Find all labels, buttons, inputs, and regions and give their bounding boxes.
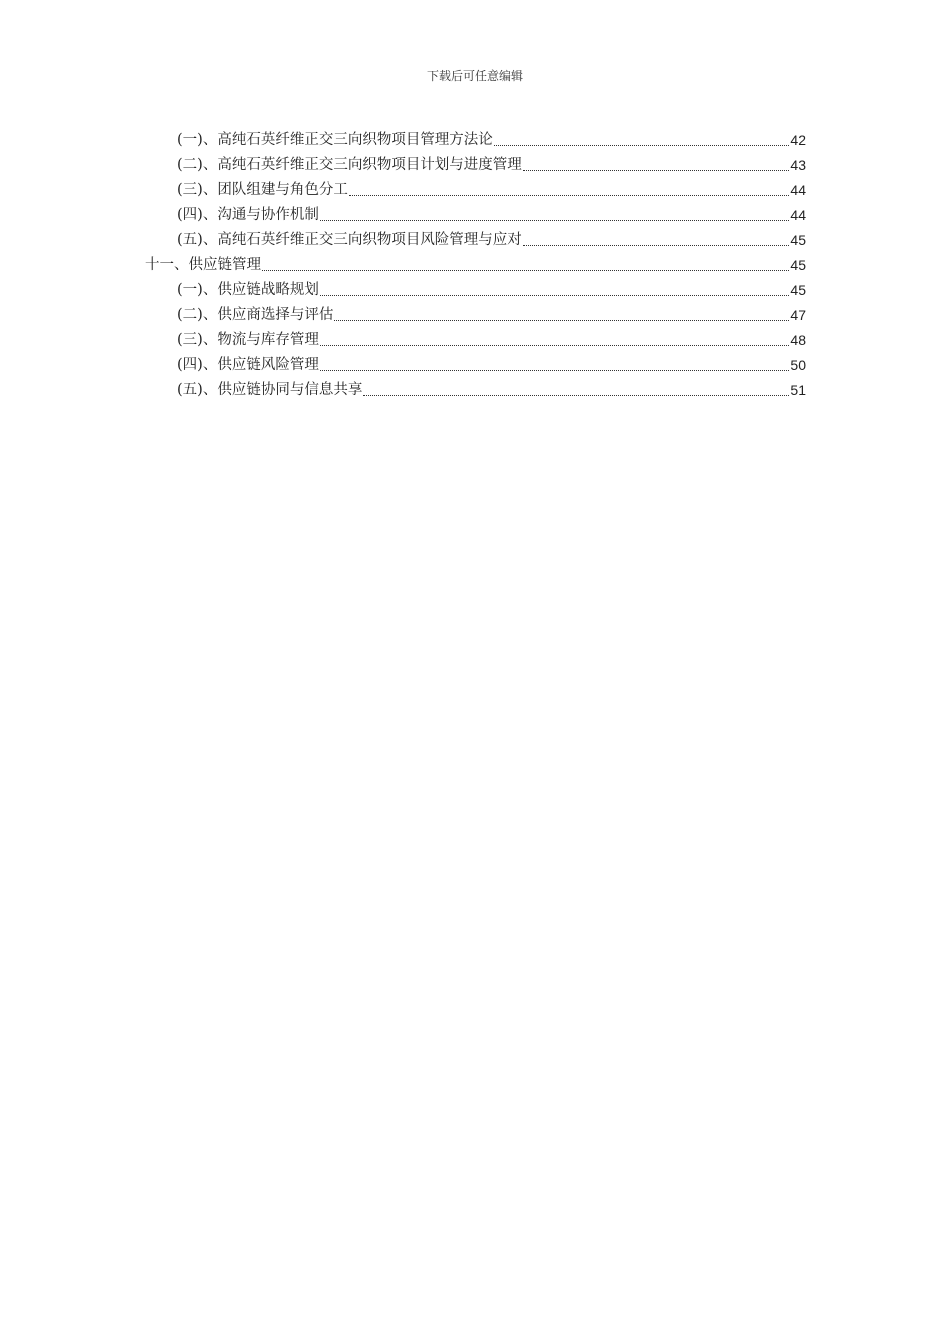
toc-entry-label: (二)、供应商选择与评估 <box>177 307 334 323</box>
toc-chapter-entry[interactable] <box>145 250 806 275</box>
toc-dot-leader <box>320 345 790 346</box>
toc-entry-label: (二)、高纯石英纤维正交三向织物项目计划与进度管理 <box>177 157 522 173</box>
toc-entry[interactable] <box>177 175 806 200</box>
toc-entry-label: 十一、供应链管理 <box>145 257 261 273</box>
toc-entry[interactable] <box>177 150 806 175</box>
toc-entry[interactable] <box>177 125 806 150</box>
toc-entry[interactable] <box>177 225 806 250</box>
toc-page-number: 47 <box>790 307 806 323</box>
toc-dot-leader <box>523 170 790 171</box>
page-header: 下载后可任意编辑 <box>426 69 523 83</box>
toc-page-number: 43 <box>790 157 806 173</box>
toc-dot-leader <box>320 220 790 221</box>
toc-entry-label: (一)、高纯石英纤维正交三向织物项目管理方法论 <box>177 132 493 148</box>
toc-page-number: 51 <box>790 382 806 398</box>
toc-page-number: 50 <box>790 357 806 373</box>
toc-entry[interactable] <box>177 350 806 375</box>
toc-entry[interactable] <box>177 325 806 350</box>
toc-page-number: 44 <box>790 182 806 198</box>
toc-entry-label: (四)、供应链风险管理 <box>177 357 319 373</box>
toc-entry-label: (三)、团队组建与角色分工 <box>177 182 348 198</box>
toc-dot-leader <box>262 270 789 271</box>
toc-page-number: 44 <box>790 207 806 223</box>
toc-entry-label: (一)、供应链战略规划 <box>177 282 319 298</box>
toc-entry[interactable] <box>177 300 806 325</box>
toc-page-number: 42 <box>790 132 806 148</box>
toc-dot-leader <box>334 320 789 321</box>
toc-dot-leader <box>349 195 790 196</box>
toc-page-number: 45 <box>790 257 806 273</box>
toc-entry-label: (三)、物流与库存管理 <box>177 332 319 348</box>
toc-page-number: 45 <box>790 232 806 248</box>
toc-entry[interactable] <box>177 375 806 400</box>
toc-dot-leader <box>494 145 790 146</box>
toc-page-number: 48 <box>790 332 806 348</box>
toc-entry-label: (五)、供应链协同与信息共享 <box>177 382 363 398</box>
toc-dot-leader <box>523 245 790 246</box>
toc-page-number: 45 <box>790 282 806 298</box>
toc-entry[interactable] <box>177 275 806 300</box>
toc-entry-label: (五)、高纯石英纤维正交三向织物项目风险管理与应对 <box>177 232 522 248</box>
toc-dot-leader <box>363 395 789 396</box>
toc-entry[interactable] <box>177 200 806 225</box>
toc-entry-label: (四)、沟通与协作机制 <box>177 207 319 223</box>
toc-dot-leader <box>320 295 790 296</box>
toc-dot-leader <box>320 370 790 371</box>
